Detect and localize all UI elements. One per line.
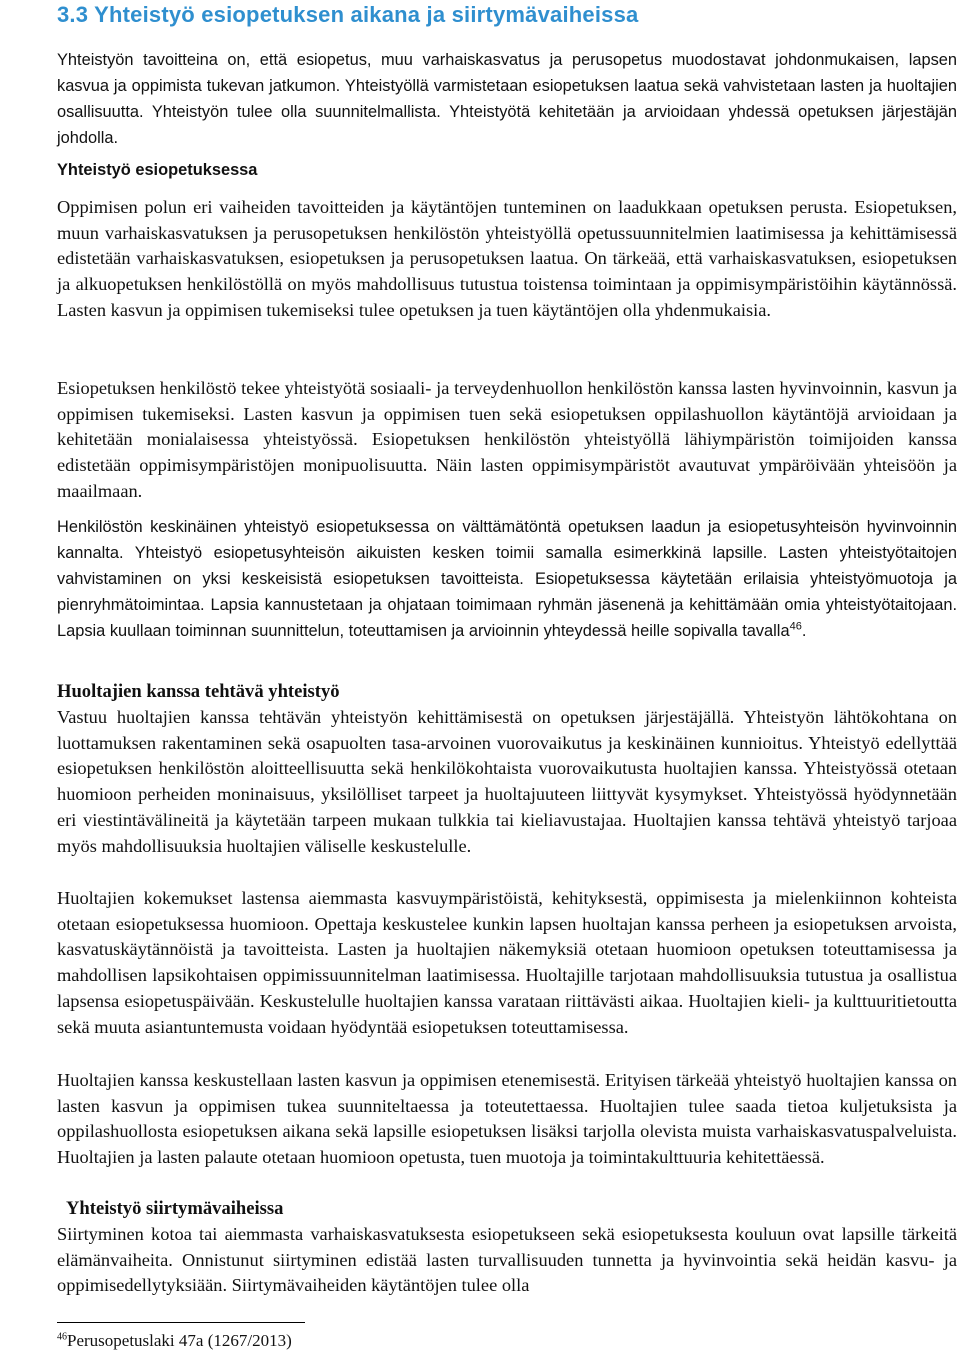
footnote-divider — [57, 1322, 305, 1323]
intro-paragraph: Yhteistyön tavoitteina on, että esiopetus, muu varhaiskasvatus ja perusopetus muodostavat johdonmukaisen, lapsen kasvua ja oppimista tukevan jatkumon. Yhteistyöllä varmistetaan esiopetuksen laatua sekä vahvistetaan lasten ja huoltajien osallisuutta. Yhteistyön tulee olla suunnitelmallista. Yhteistyötä kehitetään ja arvioidaan yhdessä opetuksen järjestäjän johdolla. — [57, 51, 957, 147]
paragraph-text: Henkilöstön keskinäinen yhteistyö esiopetuksessa on välttämätöntä opetuksen laadun ja esiopetusyhteisön hyvinvoinnin kannalta. Yhteistyö esiopetusyhteisön aikuisten kesken toimii samalla esimerkkinä lapsille. Lasten yhteistyötaitojen vahvistaminen on yksi keskeisistä esiopetuksen tavoitteista. Esiopetuksessa käytetään erilaisia yhteistyömuotoja ja pienryhmätoimintaa. Lapsia kannustetaan ja ohjataan toimimaan ryhmän jäsenenä ja kehittämään omia yhteistyötaitojaan. Lapsia kuullaan toiminnan suunnittelun, toteuttamisen ja arvioinnin yhteydessä heille sopivalla tavalla — [57, 518, 957, 640]
paragraph-guardian-responsibility: Vastuu huoltajien kanssa tehtävän yhteistyön kehittämisestä on opetuksen järjestäjällä. Yhteistyön lähtökohtana on luottamuksen rakentaminen sekä osapuolten tasa-arvoinen vuorovaikutus ja keskinäinen kunnioitus. Yhteistyö edellyttää esiopetuksen henkilöstön aloitteellisuutta sekä henkilökohtaista vuorovaikutusta huoltajien kanssa. Yhteistyössä otetaan huomioon perheiden moninaisuus, yksilölliset tarpeet ja huoltajuuteen liittyvät kysymykset. Yhteistyössä hyödynnetään eri viestintävälineitä ja käytetään tarpeen mukaan tulkkia tai kieliavustajaa. Huoltajien kanssa tehtävä yhteistyö tarjoaa myös mahdollisuuksia huoltajien väliselle keskustelulle. — [57, 707, 957, 856]
footnote — [57, 1331, 292, 1351]
footnote-mark: 46 — [57, 1331, 67, 1343]
paragraph-staff-cooperation: Esiopetuksen henkilöstö tekee yhteistyötä sosiaali- ja terveydenhuollon henkilöstön kanssa lasten hyvinvoinnin, kasvun ja oppimisen tukemiseksi. Lasten kasvun ja oppimisen tuen sekä esiopetuksen oppilashuollon käytäntöjä arvioidaan ja kehitetään monialaisessa yhteistyössä. Esiopetuksen henkilöstön yhteistyöllä lähiympäristön toimijoiden kanssa edistetään oppimisympäristöjen monipuolisuutta. Näin lasten oppimisympäristöt avautuvat ympäröivään yhteisöön ja maailmaan. — [57, 378, 957, 501]
paragraph-transitions: Siirtyminen kotoa tai aiemmasta varhaiskasvatuksesta esiopetukseen sekä esiopetuksesta kouluun ovat lapsille tärkeitä elämänvaiheita. Onnistunut siirtyminen edistää lasten turvallisuuden tunnetta ja hyvinvointia sekä heidän kasvu- ja oppimisedellytyksiään. Siirtymävaiheiden käytäntöjen tulee olla — [57, 1224, 957, 1296]
paragraph-learning-path: Oppimisen polun eri vaiheiden tavoitteiden ja käytäntöjen tunteminen on laadukkaan opetuksen perusta. Esiopetuksen, muun varhaiskasvatuksen ja perusopetuksen henkilöstön yhteistyöllä opetussuunnitelmien laatimisessa ja kehittämisessä edistetään varhaiskasvatuksen, esiopetuksen ja perusopetuksen laatua. On tärkeää, että varhaiskasvatuksen, esiopetuksen ja alkuopetuksen henkilöstöllä on myös mahdollisuus tutustua toistensa toimintaan ja oppimisympäristöihin käytännössä. Lasten kasvun ja oppimisen tukemiseksi tulee opetuksen ja tuen käytäntöjen olla yhdenmukaisia. — [57, 197, 957, 320]
section-heading: 3.3 Yhteistyö esiopetuksen aikana ja siirtymävaiheissa — [57, 2, 639, 27]
paragraph-guardian-experiences: Huoltajien kokemukset lastensa aiemmasta kasvuympäristöistä, kehityksestä, oppimisesta ja mielenkiinnon kohteista otetaan esiopetuksessa huomioon. Opettaja keskustelee kunkin lapsen huoltajan kanssa perheen ja esiopetuksen arvoista, kasvatuskäytännöistä ja tavoitteista. Lasten ja huoltajien näkemyksiä otetaan huomioon opetuksen toteuttamisessa ja mahdollisen lapsikohtaisen oppimissuunnitelman laatimisessa. Huoltajille tarjotaan mahdollisuuksia tutustua ja osallistua lapsensa esiopetuspäivään. Keskustelulle huoltajien kanssa varataan riittävästi aikaa. Huoltajien kieli- ja kulttuuritietoutta sekä muuta asiantuntemusta voidaan hyödyntää esiopetuksen toteuttamisessa. — [57, 888, 957, 1037]
footnote-reference[interactable]: 46 — [789, 620, 802, 633]
paragraph-guardian-discussion: Huoltajien kanssa keskustellaan lasten kasvun ja oppimisen etenemisestä. Erityisen tärkeää yhteistyö huoltajien kanssa on lasten kasvun ja oppimisen tukea suunniteltaessa ja toteutettaessa. Huoltajien tulee saada tietoa kuljetuksista ja oppilashuollosta esiopetuksen aikana sekä lapsille esiopetuksen lisäksi tarjolla olevista muista varhaiskasvatuspalveluista. Huoltajien ja lasten palaute otetaan huomioon opetusta, tuen muotoja ja toimintakulttuuria kehitettäessä. — [57, 1070, 957, 1168]
subheading-transition-cooperation: Yhteistyö siirtymävaiheissa — [66, 1198, 284, 1219]
footnote-text: Perusopetuslaki 47a (1267/2013) — [67, 1331, 292, 1350]
subheading-guardian-cooperation: Huoltajien kanssa tehtävä yhteistyö — [57, 681, 340, 702]
subheading-preschool-cooperation: Yhteistyö esiopetuksessa — [57, 161, 258, 179]
paragraph-staff-mutual-cooperation — [57, 514, 957, 644]
paragraph-end: . — [801, 622, 807, 640]
